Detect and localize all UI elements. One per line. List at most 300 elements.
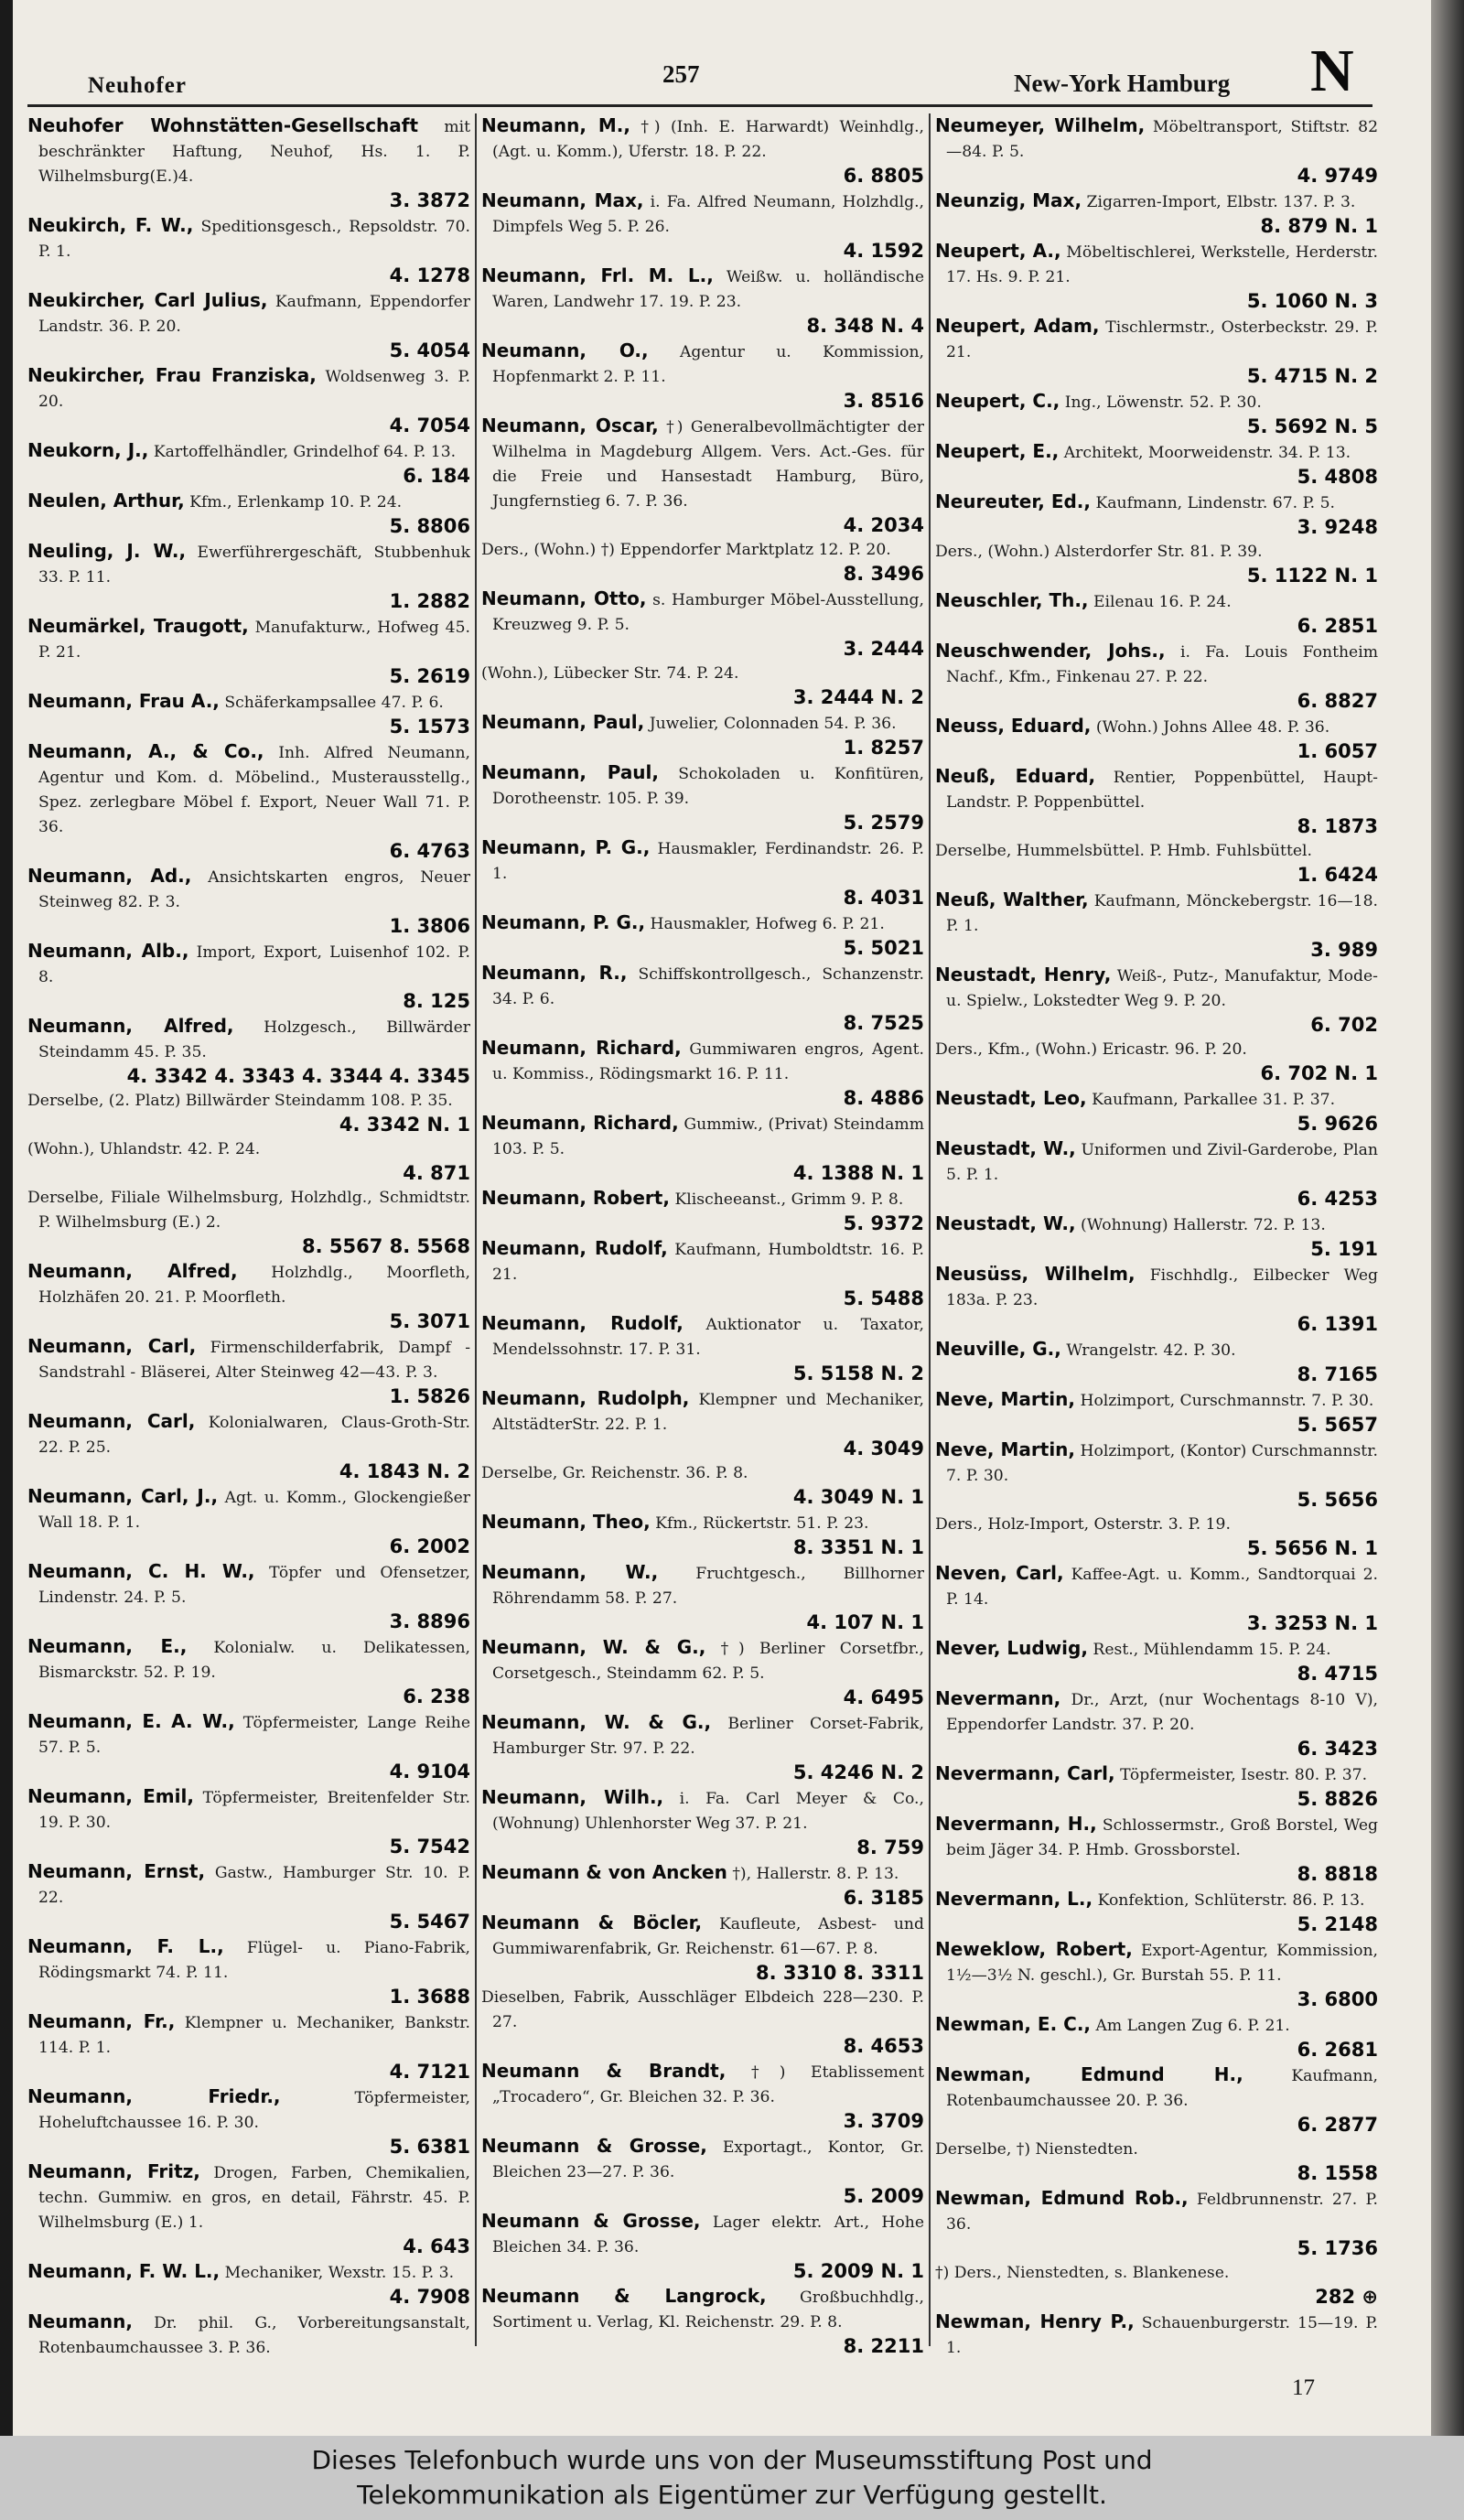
entry-details: Uniformen und Zivil-Garderobe, Plan 5. P. 1.	[946, 1141, 1378, 1184]
entry-details: Klempner u. Mechaniker, Bankstr. 114. P. 1.	[38, 2014, 470, 2057]
entry-name: Neumann, Max,	[481, 189, 644, 211]
entry-details: Holzgesch., Billwärder Steindamm 45. P. 35.	[38, 1018, 470, 1061]
directory-entry	[27, 2259, 470, 2310]
directory-entry	[481, 961, 924, 1036]
entry-name: Neulen, Arthur,	[27, 490, 185, 512]
entry-details: Kolonialwaren, Claus-Groth-Str. 22. P. 25.	[38, 1414, 470, 1457]
entry-phone-number: 8. 1873	[1297, 815, 1378, 837]
entry-name: Neumann, Richard,	[481, 1037, 682, 1059]
entry-name: Neustadt, Leo,	[935, 1087, 1087, 1109]
entry-details: Derselbe, Filiale Wilhelmsburg, Holzhdlg., Schmidtstr. P. Wilhelmsburg (E.) 2.	[27, 1189, 470, 1232]
directory-entry	[27, 213, 470, 288]
entry-phone-number: 5. 1122 N. 1	[1246, 565, 1378, 587]
entry-details: mit beschränkter Haftung, Neuhof, Hs. 1. P. Wilhelmsburg(E.)4.	[38, 118, 470, 186]
entry-name: Neumann, O.,	[481, 339, 649, 361]
directory-entry	[935, 1438, 1378, 1513]
entry-details: Rentier, Poppenbüttel, Haupt-Landstr. P. Poppenbüttel.	[946, 769, 1378, 812]
entry-phone-number: 5. 5488	[843, 1287, 924, 1309]
directory-entry	[935, 188, 1378, 239]
entry-details: Gastw., Hamburger Str. 10. P. 22.	[38, 1864, 470, 1907]
entry-details: Fruchtgesch., Billhorner Röhrendamm 58. P. 27.	[492, 1565, 924, 1608]
directory-entry	[481, 662, 924, 710]
entry-phone-number: 5. 8826	[1297, 1788, 1378, 1810]
entry-name: Neumann,	[27, 2310, 133, 2332]
directory-entry	[935, 839, 1378, 888]
entry-name: Neumann, Friedr.,	[27, 2085, 281, 2107]
entry-phone-number: 4. 2034	[843, 514, 924, 536]
directory-entry	[481, 339, 924, 414]
entry-name: Neumann, P. G.,	[481, 836, 651, 858]
entry-details: (Wohnung) Hallerstr. 72. P. 13.	[1081, 1216, 1326, 1234]
entry-details: Ewerführergeschäft, Stubbenhuk 33. P. 11.	[38, 544, 470, 587]
entry-phone-number: 5. 9372	[843, 1212, 924, 1234]
entry-name: Neumann, Frl. M. L.,	[481, 264, 714, 286]
entry-phone-number: 3. 2444 N. 2	[792, 686, 924, 708]
entry-details: Töpfermeister, Lange Reihe 57. P. 5.	[38, 1714, 470, 1757]
entry-name: Neunzig, Max,	[935, 189, 1082, 211]
directory-entry	[481, 1860, 924, 1911]
directory-entry	[481, 1986, 924, 2059]
entry-details: Kfm., Rückertstr. 51. P. 23.	[655, 1514, 869, 1533]
directory-entry	[935, 314, 1378, 389]
entry-details: Kaufmann, Humboldtstr. 16. P. 21.	[492, 1241, 924, 1284]
entry-phone-number: 5. 2009 N. 1	[792, 2260, 924, 2282]
entry-name: Neumann, Carl,	[27, 1335, 197, 1357]
directory-entry	[481, 710, 924, 760]
directory-entry	[935, 764, 1378, 839]
entry-details: †), Hallerstr. 8. P. 13.	[732, 1865, 899, 1883]
entry-details: Ders., Kfm., (Wohn.) Ericastr. 96. P. 20.	[935, 1040, 1247, 1059]
entry-details: Kfm., Erlenkamp 10. P. 24.	[189, 493, 403, 512]
entry-phone-number: 1. 6057	[1297, 740, 1378, 762]
header-rule	[27, 104, 1372, 107]
entry-phone-number: 1. 8257	[843, 737, 924, 759]
entry-phone-number: 4. 7908	[389, 2286, 470, 2308]
directory-entry	[935, 1038, 1378, 1086]
directory-entry	[27, 1334, 470, 1409]
entry-details: Töpfermeister, Hoheluftchaussee 16. P. 30.	[38, 2089, 470, 2132]
entry-details: Kaffee-Agt. u. Komm., Sandtorquai 2. P. 14.	[946, 1566, 1378, 1609]
entry-name: Neustadt, W.,	[935, 1212, 1076, 1234]
entry-name: Never, Ludwig,	[935, 1637, 1088, 1659]
directory-entry	[481, 188, 924, 264]
directory-entry	[935, 1812, 1378, 1887]
directory-entry	[27, 489, 470, 539]
entry-phone-number: 4. 1843 N. 2	[339, 1460, 470, 1482]
directory-entry	[935, 2138, 1378, 2186]
entry-details: Konfektion, Schlüterstr. 86. P. 13.	[1097, 1891, 1365, 1910]
entry-name: Neuschwender, Johs.,	[935, 640, 1166, 662]
entry-name: Neuville, G.,	[935, 1338, 1061, 1360]
entry-phone-number: 8. 879 N. 1	[1260, 215, 1378, 237]
entry-details: Ders., (Wohn.) Alsterdorfer Str. 81. P. 39.	[935, 543, 1263, 561]
entry-phone-number: 8. 125	[403, 990, 470, 1012]
directory-entry	[935, 1262, 1378, 1337]
directory-entry	[27, 1089, 470, 1137]
directory-entry	[935, 963, 1378, 1038]
entry-name: Neumann & Grosse,	[481, 2210, 701, 2232]
directory-entry	[935, 1887, 1378, 1937]
entry-details: i. Fa. Alfred Neumann, Holzhdlg., Dimpfels Weg 5. P. 26.	[492, 193, 924, 236]
directory-entry	[27, 1484, 470, 1559]
entry-phone-number: 8. 3351 N. 1	[792, 1536, 924, 1558]
directory-entry	[481, 1710, 924, 1785]
entry-name: Neumann, Theo,	[481, 1511, 651, 1533]
entry-name: Neupert, Adam,	[935, 315, 1100, 337]
entry-details: Derselbe, †) Nienstedten.	[935, 2140, 1138, 2159]
directory-entry	[481, 1785, 924, 1860]
directory-entry	[935, 1937, 1378, 2012]
directory-entry	[27, 288, 470, 363]
entry-phone-number: 5. 4246 N. 2	[792, 1761, 924, 1783]
entry-phone-number: 3. 9248	[1297, 516, 1378, 538]
entry-phone-number: 4. 7121	[389, 2061, 470, 2083]
entry-name: Neumann, Carl,	[27, 1410, 196, 1432]
entry-details: Flügel- u. Piano-Fabrik, Rödingsmarkt 74. P. 11.	[38, 1939, 470, 1982]
entry-details: Schauenburgerstr. 15—19. P. 1.	[946, 2314, 1378, 2355]
entry-details: Speditionsgesch., Repsoldstr. 70. P. 1.	[38, 218, 470, 261]
directory-entry	[27, 438, 470, 489]
entry-name: Neumann, Paul,	[481, 711, 645, 733]
directory-entry	[27, 113, 470, 213]
entry-details: †) Etablissement „Trocadero“, Gr. Bleichen 32. P. 36.	[492, 2063, 924, 2106]
entry-details: †) Berliner Corsetfbr., Corsetgesch., Steindamm 62. P. 5.	[492, 1640, 924, 1683]
entry-details: Holzimport, Curschmannstr. 7. P. 30.	[1080, 1392, 1374, 1410]
directory-entry	[27, 2159, 470, 2259]
entry-name: Neukircher, Frau Franziska,	[27, 364, 317, 386]
entry-phone-number: 5. 1060 N. 3	[1246, 290, 1378, 312]
entry-details: Derselbe, Gr. Reichenstr. 36. P. 8.	[481, 1464, 748, 1482]
entry-details: Töpfermeister, Isestr. 80. P. 37.	[1120, 1766, 1368, 1784]
entry-phone-number: 1. 3688	[389, 1986, 470, 2008]
directory-entry	[935, 2062, 1378, 2138]
directory-entry	[481, 2134, 924, 2209]
entry-phone-number: 5. 1736	[1297, 2237, 1378, 2259]
entry-phone-number: 3. 989	[1310, 939, 1378, 961]
entry-name: Neve, Martin,	[935, 1388, 1075, 1410]
entry-phone-number: 6. 4763	[389, 840, 470, 862]
directory-entry	[935, 439, 1378, 490]
footer-line-1: Dieses Telefonbuch wurde uns von der Museumsstiftung Post und	[311, 2445, 1153, 2475]
entry-details: Eilenau 16. P. 24.	[1093, 593, 1232, 611]
entry-details: Juwelier, Colonnaden 54. P. 36.	[649, 715, 897, 733]
entry-name: Neumann, Emil,	[27, 1785, 194, 1807]
directory-entry	[27, 614, 470, 689]
entry-details: Rest., Mühlendamm 15. P. 24.	[1093, 1641, 1331, 1659]
entry-phone-number: 1. 3806	[389, 915, 470, 937]
entry-name: Nevermann, H.,	[935, 1813, 1097, 1835]
entry-phone-number: 3. 3872	[389, 189, 470, 211]
entry-phone-number: 5. 7542	[389, 1836, 470, 1858]
entry-details: Auktionator u. Taxator, Mendelssohnstr. 17. P. 31.	[492, 1316, 924, 1359]
directory-entry	[481, 1560, 924, 1635]
entry-name: Newman, E. C.,	[935, 2013, 1092, 2035]
entry-name: Neustadt, Henry,	[935, 964, 1112, 985]
entry-phone-number: 8. 4653	[843, 2035, 924, 2057]
directory-entry	[27, 1014, 470, 1089]
directory-entry	[481, 835, 924, 910]
entry-details: Kartoffelhändler, Grindelhof 64. P. 13.	[153, 443, 457, 461]
entry-name: Neumann, E.,	[27, 1635, 188, 1657]
entry-name: Neumann, F. W. L.,	[27, 2260, 221, 2282]
directory-entry	[935, 1636, 1378, 1686]
entry-phone-number: 6. 184	[403, 465, 470, 487]
directory-entry	[27, 1259, 470, 1334]
directory-entry	[27, 1934, 470, 2009]
entry-phone-number: 6. 4253	[1297, 1188, 1378, 1210]
directory-entry	[935, 639, 1378, 714]
directory-entry	[481, 264, 924, 339]
entry-name: Neumann, P. G.,	[481, 911, 646, 933]
entry-phone-number: 4. 3342 4. 3343 4. 3344 4. 3345	[126, 1065, 470, 1087]
entry-phone-number: 6. 702 N. 1	[1260, 1062, 1378, 1084]
directory-entry	[27, 1784, 470, 1859]
entry-name: Neumann, W. & G.,	[481, 1636, 706, 1658]
entry-phone-number: 5. 5656	[1297, 1489, 1378, 1511]
entry-phone-number: 6. 702	[1310, 1014, 1378, 1036]
directory-entry	[481, 587, 924, 662]
entry-phone-number: 8. 7525	[843, 1012, 924, 1034]
entry-phone-number: 6. 2851	[1297, 615, 1378, 637]
entry-details: Architekt, Moorweidenstr. 34. P. 13.	[1063, 444, 1351, 462]
entry-name: Neumann, C. H. W.,	[27, 1560, 255, 1582]
entry-name: Neumann, Rudolf,	[481, 1237, 668, 1259]
directory-entry	[935, 540, 1378, 588]
entry-details: i. Fa. Louis Fontheim Nachf., Kfm., Finkenau 27. P. 22.	[946, 643, 1378, 686]
entry-details: Hausmakler, Hofweg 6. P. 21.	[650, 915, 885, 933]
directory-entry	[27, 2310, 470, 2355]
directory-entry	[481, 1461, 924, 1510]
entry-details: Drogen, Farben, Chemikalien, techn. Gummiw. en gros, en detail, Fährstr. 45. P. Wilhelmsburg (E.) 1.	[38, 2164, 470, 2232]
entry-details: Großbuchhdlg., Sortiment u. Verlag, Kl. Reichenstr. 29. P. 8.	[492, 2288, 924, 2332]
directory-entry	[481, 2209, 924, 2284]
header-city: New-York Hamburg	[1014, 70, 1231, 97]
entry-name: Neumann & Langrock,	[481, 2285, 767, 2307]
entry-name: Neumann, Paul,	[481, 761, 659, 783]
entry-phone-number: 4. 9749	[1297, 165, 1378, 187]
entry-details: s. Hamburger Möbel-Ausstellung, Kreuzweg 9. P. 5.	[492, 591, 924, 634]
entry-name: Newman, Edmund H.,	[935, 2063, 1243, 2085]
entry-details: Weiß-, Putz-, Manufaktur, Mode- u. Spielw., Lokstedter Weg 9. P. 20.	[946, 967, 1378, 1010]
entry-name: Nevermann,	[935, 1687, 1061, 1709]
entry-name: Neumann, Otto,	[481, 587, 647, 609]
entry-phone-number: 4. 1592	[843, 240, 924, 262]
entry-phone-number: 6. 3185	[843, 1887, 924, 1909]
entry-phone-number: 6. 8805	[843, 165, 924, 187]
directory-entry	[27, 689, 470, 739]
entry-phone-number: 8. 2211	[843, 2335, 924, 2355]
entry-details: Import, Export, Luisenhof 102. P. 8.	[38, 943, 470, 986]
entry-details: Agentur u. Kommission, Hopfenmarkt 2. P. 11.	[492, 343, 924, 386]
entry-name: Neumann, Rudolph,	[481, 1387, 690, 1409]
directory-entry	[481, 1911, 924, 1986]
entry-phone-number: 4. 3049 N. 1	[792, 1486, 924, 1508]
entry-details: †) Generalbevollmächtigter der Wilhelma in Magdeburg Allgem. Vers. Act.-Ges. für die Freie und Hansestadt Hamburg, Büro, Jungfernstieg 6. 7. P. 36.	[492, 418, 924, 511]
entry-name: Neumann, Fritz,	[27, 2160, 200, 2182]
entry-details: (Wohn.), Lübecker Str. 74. P. 24.	[481, 664, 739, 683]
directory-entry	[481, 1036, 924, 1111]
entry-phone-number: 5. 5692 N. 5	[1246, 415, 1378, 437]
entry-phone-number: 282 ⊕	[1315, 2286, 1378, 2308]
entry-phone-number: 5. 5021	[843, 937, 924, 959]
entry-details: (Wohn.), Uhlandstr. 42. P. 24.	[27, 1140, 261, 1158]
directory-entry	[481, 1236, 924, 1311]
entry-phone-number: 4. 7054	[389, 415, 470, 436]
entry-name: Neumann & Brandt,	[481, 2060, 727, 2082]
directory-entry	[27, 2084, 470, 2159]
directory-entry	[935, 1337, 1378, 1387]
column-divider	[929, 113, 931, 2346]
entry-details: Dr., Arzt, (nur Wochentags 8-10 V), Eppendorfer Landstr. 37. P. 20.	[946, 1691, 1378, 1734]
entry-details: Firmenschilderfabrik, Dampf - Sandstrahl - Bläserei, Alter Steinweg 42—43. P. 3.	[38, 1339, 470, 1382]
entry-phone-number: 6. 3423	[1297, 1738, 1378, 1760]
entry-details: Zigarren-Import, Elbstr. 137. P. 3.	[1086, 193, 1356, 211]
entry-name: Neumann, Frau A.,	[27, 690, 220, 712]
directory-entry	[27, 2009, 470, 2084]
entry-phone-number: 5. 4715 N. 2	[1246, 365, 1378, 387]
entry-name: Neumärkel, Traugott,	[27, 615, 249, 637]
entry-phone-number: 5. 8806	[389, 515, 470, 537]
entry-name: Neumann, Wilh.,	[481, 1786, 664, 1808]
entry-details: Möbeltischlerei, Werkstelle, Herderstr. 17. Hs. 9. P. 21.	[946, 243, 1378, 286]
entry-details: Am Langen Zug 6. P. 21.	[1095, 2017, 1290, 2035]
entry-phone-number: 5. 1573	[389, 716, 470, 738]
entry-name: Neumann, Ad.,	[27, 865, 192, 887]
entry-name: Neupert, E.,	[935, 440, 1060, 462]
entry-phone-number: 6. 238	[403, 1685, 470, 1707]
directory-entry	[481, 2059, 924, 2134]
entry-details: Wrangelstr. 42. P. 30.	[1066, 1341, 1236, 1360]
entry-details: Feldbrunnenstr. 27. P. 36.	[946, 2191, 1378, 2234]
entry-phone-number: 8. 3496	[843, 563, 924, 585]
entry-phone-number: 5. 3071	[389, 1310, 470, 1332]
directory-entry	[27, 1186, 470, 1259]
entry-name: Neumann, W. & G.,	[481, 1711, 712, 1733]
directory-entry	[935, 389, 1378, 439]
directory-entry	[935, 113, 1378, 188]
entry-phone-number: 5. 9626	[1297, 1113, 1378, 1135]
entry-details: Dr. phil. G., Vorbereitungsanstalt, Rotenbaumchaussee 3. P. 36.	[38, 2314, 470, 2355]
directory-entry	[935, 2012, 1378, 2062]
entry-details: †) Ders., Nienstedten, s. Blankenese.	[935, 2264, 1230, 2282]
directory-entry	[935, 1136, 1378, 1212]
directory-entry	[935, 714, 1378, 764]
entry-phone-number: 5. 2579	[843, 812, 924, 834]
directory-entry	[481, 1311, 924, 1386]
entry-details: Hausmakler, Ferdinandstr. 26. P. 1.	[492, 840, 924, 883]
entry-details: Kaufmann, Eppendorfer Landstr. 36. P. 20.	[38, 293, 470, 336]
directory-entry	[935, 2310, 1378, 2355]
entry-name: Neumeyer, Wilhelm,	[935, 114, 1146, 136]
entry-name: Neumann, W.,	[481, 1561, 659, 1583]
directory-entry	[27, 1559, 470, 1634]
entry-name: Neumann, Richard,	[481, 1112, 679, 1134]
entry-phone-number: 4. 6495	[843, 1686, 924, 1708]
directory-entry	[481, 760, 924, 835]
directory-entry	[935, 1686, 1378, 1761]
entry-details: Gummiwaren engros, Agent. u. Kommiss., Rödingsmarkt 16. P. 11.	[492, 1040, 924, 1083]
entry-details: Tischlermstr., Osterbeckstr. 29. P. 21.	[946, 318, 1378, 361]
scan-right-edge	[1431, 0, 1464, 2436]
entry-name: Neumann, M.,	[481, 114, 630, 136]
entry-name: Neuss, Eduard,	[935, 715, 1092, 737]
entry-details: Dieselben, Fabrik, Ausschläger Elbdeich 228—230. P. 27.	[481, 1988, 924, 2031]
entry-phone-number: 5. 4054	[389, 339, 470, 361]
entry-details: Weißw. u. holländische Waren, Landwehr 17. 19. P. 23.	[492, 268, 924, 311]
entry-phone-number: 5. 5657	[1297, 1414, 1378, 1436]
directory-entry	[935, 1212, 1378, 1262]
entry-phone-number: 3. 8896	[389, 1610, 470, 1632]
entry-details: Berliner Corset-Fabrik, Hamburger Str. 97. P. 22.	[492, 1715, 924, 1758]
entry-details: Klischeeanst., Grimm 9. P. 8.	[674, 1190, 904, 1209]
directory-column-3	[935, 113, 1378, 2355]
entry-details: Schäferkampsallee 47. P. 6.	[224, 694, 444, 712]
entry-name: Neumann, F. L.,	[27, 1935, 224, 1957]
header-first-entry: Neuhofer	[88, 73, 187, 98]
entry-name: Neweklow, Robert,	[935, 1938, 1133, 1960]
entry-details: Gummiw., (Privat) Steindamm 103. P. 5.	[492, 1115, 924, 1158]
entry-details: †) (Inh. E. Harwardt) Weinhdlg., (Agt. u. Komm.), Uferstr. 18. P. 22.	[492, 118, 924, 161]
entry-details: Holzimport, (Kontor) Curschmannstr. 7. P. 30.	[946, 1442, 1378, 1485]
entry-name: Neve, Martin,	[935, 1438, 1076, 1460]
entry-name: Neumann, Carl, J.,	[27, 1485, 219, 1507]
entry-phone-number: 4. 3049	[843, 1438, 924, 1459]
directory-column-2	[481, 113, 924, 2355]
entry-phone-number: 3. 2444	[843, 638, 924, 660]
entry-phone-number: 4. 3342 N. 1	[339, 1114, 470, 1136]
entry-phone-number: 3. 3253 N. 1	[1246, 1612, 1378, 1634]
entry-details: Töpfermeister, Breitenfelder Str. 19. P. 30.	[38, 1789, 470, 1832]
entry-details: Mechaniker, Wexstr. 15. P. 3.	[224, 2264, 455, 2282]
entry-details: Kolonialw. u. Delikatessen, Bismarckstr. 52. P. 19.	[38, 1639, 470, 1682]
entry-name: Nevermann, Carl,	[935, 1762, 1115, 1784]
entry-name: Neuß, Walther,	[935, 888, 1089, 910]
entry-phone-number: 5. 2148	[1297, 1913, 1378, 1935]
directory-entry	[935, 1761, 1378, 1812]
entry-name: Neumann & Grosse,	[481, 2135, 707, 2157]
entry-details: Schiffskontrollgesch., Schanzenstr. 34. P. 6.	[492, 965, 924, 1008]
entry-phone-number: 4. 9104	[389, 1761, 470, 1782]
directory-entry	[935, 2261, 1378, 2310]
entry-name: Neukirch, F. W.,	[27, 214, 194, 236]
entry-name: Newman, Henry P.,	[935, 2310, 1135, 2332]
entry-details: Ders., (Wohn.) †) Eppendorfer Marktplatz 12. P. 20.	[481, 541, 891, 559]
entry-details: Klempner und Mechaniker, AltstädterStr. 22. P. 1.	[492, 1391, 924, 1434]
entry-details: (Wohn.) Johns Allee 48. P. 36.	[1095, 718, 1330, 737]
entry-phone-number: 4. 107 N. 1	[806, 1611, 924, 1633]
scan-left-edge	[0, 0, 13, 2436]
entry-name: Neumann, Alfred,	[27, 1260, 238, 1282]
entry-details: Möbeltransport, Stiftstr. 82—84. P. 5.	[946, 118, 1378, 161]
directory-entry	[27, 539, 470, 614]
entry-phone-number: 8. 4886	[843, 1087, 924, 1109]
directory-entry	[935, 239, 1378, 314]
directory-entry	[935, 490, 1378, 540]
entry-details: Fischhdlg., Eilbecker Weg 183a. P. 23.	[946, 1266, 1378, 1309]
directory-entry	[481, 1111, 924, 1186]
directory-entry	[481, 1635, 924, 1710]
entry-phone-number: 8. 1558	[1297, 2162, 1378, 2184]
entry-phone-number: 5. 191	[1310, 1238, 1378, 1260]
directory-entry	[481, 1186, 924, 1236]
entry-name: Neumann, Ernst,	[27, 1860, 206, 1882]
directory-page	[13, 0, 1431, 2436]
entry-phone-number: 5. 4808	[1297, 466, 1378, 488]
directory-entry	[481, 113, 924, 188]
entry-name: Neumann, A., & Co.,	[27, 740, 264, 762]
entry-details: Ansichtskarten engros, Neuer Steinweg 82. P. 3.	[38, 868, 470, 911]
directory-entry	[27, 1859, 470, 1934]
